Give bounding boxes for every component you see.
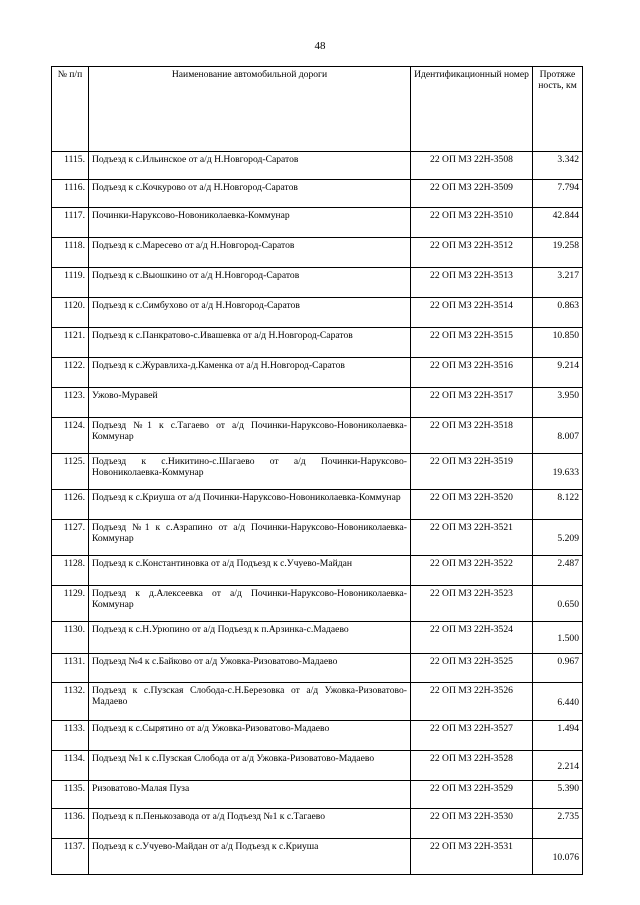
road-id: 22 ОП МЗ 22Н-3526: [411, 683, 533, 721]
table-row: [52, 721, 583, 751]
table-row: [52, 238, 583, 268]
header-name: Наименование автомобильной дороги: [89, 67, 411, 152]
road-name: Подъезд к п.Пенькозавода от а/д Подъезд №1 к с.Тагаево: [89, 809, 411, 839]
road-length: 10.076: [533, 839, 583, 875]
table-row: [52, 751, 583, 781]
road-name: Подъезд №1 к с.Пузская Слобода от а/д Ужовка-Ризоватово-Мадаево: [89, 751, 411, 781]
road-name: Ризоватово-Малая Пуза: [89, 781, 411, 809]
road-length: 8.007: [533, 418, 583, 454]
road-length: 1.500: [533, 622, 583, 654]
road-length: 6.440: [533, 683, 583, 721]
road-length: 2.214: [533, 751, 583, 781]
road-name: Подъезд к с.Панкратово-с.Ивашевка от а/д Н.Новгород-Саратов: [89, 328, 411, 358]
road-name: Подъезд к с.Маресево от а/д Н.Новгород-Саратов: [89, 238, 411, 268]
roads-table: [51, 66, 583, 875]
table-row: [52, 328, 583, 358]
road-id: 22 ОП МЗ 22Н-3522: [411, 556, 533, 586]
road-name: Подъезд к с.Константиновка от а/д Подъезд к с.Учуево-Майдан: [89, 556, 411, 586]
road-name: Подъезд к с.Выошкино от а/д Н.Новгород-Саратов: [89, 268, 411, 298]
road-id: 22 ОП МЗ 22Н-3510: [411, 208, 533, 238]
road-name: Подъезд к с.Пузская Слобода-с.Н.Березовка от а/д Ужовка-Ризоватово-Мадаево: [89, 683, 411, 721]
row-number: 1137.: [52, 839, 89, 875]
road-id: 22 ОП МЗ 22Н-3527: [411, 721, 533, 751]
row-number: 1136.: [52, 809, 89, 839]
row-number: 1125.: [52, 454, 89, 490]
road-name: Подъезд №4 к с.Байково от а/д Ужовка-Ризоватово-Мадаево: [89, 654, 411, 683]
road-length: 2.735: [533, 809, 583, 839]
road-length: 7.794: [533, 180, 583, 208]
road-name: Подъезд к с.Никитино-с.Шагаево от а/д Починки-Наруксово-Новониколаевка-Коммунар: [89, 454, 411, 490]
road-id: 22 ОП МЗ 22Н-3517: [411, 388, 533, 418]
table-row: [52, 654, 583, 683]
road-length: 3.217: [533, 268, 583, 298]
road-length: 3.950: [533, 388, 583, 418]
row-number: 1129.: [52, 586, 89, 622]
table-row: [52, 180, 583, 208]
row-number: 1135.: [52, 781, 89, 809]
table-row: [52, 683, 583, 721]
road-id: 22 ОП МЗ 22Н-3516: [411, 358, 533, 388]
road-name: Подъезд №1 к с.Азрапино от а/д Починки-Наруксово-Новониколаевка-Коммунар: [89, 520, 411, 556]
road-name: Подъезд к с.Н.Урюпино от а/д Подъезд к п.Арзинка-с.Мадаево: [89, 622, 411, 654]
road-name: Подъезд к с.Ильинское от а/д Н.Новгород-Саратов: [89, 152, 411, 180]
road-length: 0.967: [533, 654, 583, 683]
road-length: 10.850: [533, 328, 583, 358]
row-number: 1127.: [52, 520, 89, 556]
row-number: 1122.: [52, 358, 89, 388]
road-id: 22 ОП МЗ 22Н-3508: [411, 152, 533, 180]
table-header-row: [52, 67, 583, 152]
table-row: [52, 268, 583, 298]
row-number: 1134.: [52, 751, 89, 781]
road-length: 19.633: [533, 454, 583, 490]
row-number: 1115.: [52, 152, 89, 180]
road-id: 22 ОП МЗ 22Н-3530: [411, 809, 533, 839]
road-name: Подъезд к с.Кочкурово от а/д Н.Новгород-Саратов: [89, 180, 411, 208]
table-row: [52, 586, 583, 622]
row-number: 1119.: [52, 268, 89, 298]
row-number: 1124.: [52, 418, 89, 454]
header-num: № п/п: [52, 67, 89, 152]
road-id: 22 ОП МЗ 22Н-3515: [411, 328, 533, 358]
row-number: 1128.: [52, 556, 89, 586]
table-row: [52, 298, 583, 328]
table-row: [52, 490, 583, 520]
road-id: 22 ОП МЗ 22Н-3523: [411, 586, 533, 622]
table-row: [52, 809, 583, 839]
road-length: 0.863: [533, 298, 583, 328]
road-name: Подъезд к с.Учуево-Майдан от а/д Подъезд к с.Криуша: [89, 839, 411, 875]
road-length: 9.214: [533, 358, 583, 388]
row-number: 1120.: [52, 298, 89, 328]
table-row: [52, 622, 583, 654]
road-id: 22 ОП МЗ 22Н-3513: [411, 268, 533, 298]
row-number: 1126.: [52, 490, 89, 520]
row-number: 1132.: [52, 683, 89, 721]
table-row: [52, 388, 583, 418]
road-length: 42.844: [533, 208, 583, 238]
road-id: 22 ОП МЗ 22Н-3525: [411, 654, 533, 683]
table-row: [52, 520, 583, 556]
row-number: 1117.: [52, 208, 89, 238]
road-id: 22 ОП МЗ 22Н-3524: [411, 622, 533, 654]
page-number: 48: [314, 40, 326, 52]
row-number: 1133.: [52, 721, 89, 751]
road-name: Починки-Наруксово-Новониколаевка-Коммунар: [89, 208, 411, 238]
road-id: 22 ОП МЗ 22Н-3509: [411, 180, 533, 208]
road-name: Подъезд к с.Журавлиха-д.Каменка от а/д Н.Новгород-Саратов: [89, 358, 411, 388]
road-name: Подъезд к д.Алексеевка от а/д Починки-Наруксово-Новониколаевка-Коммунар: [89, 586, 411, 622]
road-id: 22 ОП МЗ 22Н-3521: [411, 520, 533, 556]
road-id: 22 ОП МЗ 22Н-3528: [411, 751, 533, 781]
table-row: [52, 358, 583, 388]
header-id: Идентификационный номер: [411, 67, 533, 152]
road-length: 1.494: [533, 721, 583, 751]
table-row: [52, 418, 583, 454]
road-name: Ужово-Муравей: [89, 388, 411, 418]
table-row: [52, 152, 583, 180]
road-name: Подъезд №1 к с.Тагаево от а/д Починки-Наруксово-Новониколаевка-Коммунар: [89, 418, 411, 454]
road-length: 0.650: [533, 586, 583, 622]
row-number: 1131.: [52, 654, 89, 683]
road-length: 2.487: [533, 556, 583, 586]
road-id: 22 ОП МЗ 22Н-3529: [411, 781, 533, 809]
road-length: 3.342: [533, 152, 583, 180]
row-number: 1123.: [52, 388, 89, 418]
road-id: 22 ОП МЗ 22Н-3518: [411, 418, 533, 454]
table-row: [52, 556, 583, 586]
header-length: Протяже ность, км: [533, 67, 583, 152]
road-length: 19.258: [533, 238, 583, 268]
row-number: 1130.: [52, 622, 89, 654]
road-id: 22 ОП МЗ 22Н-3519: [411, 454, 533, 490]
table-row: [52, 454, 583, 490]
table-body: [52, 152, 583, 875]
road-id: 22 ОП МЗ 22Н-3531: [411, 839, 533, 875]
table-row: [52, 781, 583, 809]
road-length: 5.209: [533, 520, 583, 556]
row-number: 1116.: [52, 180, 89, 208]
road-id: 22 ОП МЗ 22Н-3512: [411, 238, 533, 268]
table-row: [52, 839, 583, 875]
road-name: Подъезд к с.Симбухово от а/д Н.Новгород-Саратов: [89, 298, 411, 328]
road-name: Подъезд к с.Криуша от а/д Починки-Наруксово-Новониколаевка-Коммунар: [89, 490, 411, 520]
road-length: 5.390: [533, 781, 583, 809]
row-number: 1121.: [52, 328, 89, 358]
row-number: 1118.: [52, 238, 89, 268]
road-length: 8.122: [533, 490, 583, 520]
table-row: [52, 208, 583, 238]
road-name: Подъезд к с.Сырятино от а/д Ужовка-Ризоватово-Мадаево: [89, 721, 411, 751]
road-id: 22 ОП МЗ 22Н-3520: [411, 490, 533, 520]
road-id: 22 ОП МЗ 22Н-3514: [411, 298, 533, 328]
